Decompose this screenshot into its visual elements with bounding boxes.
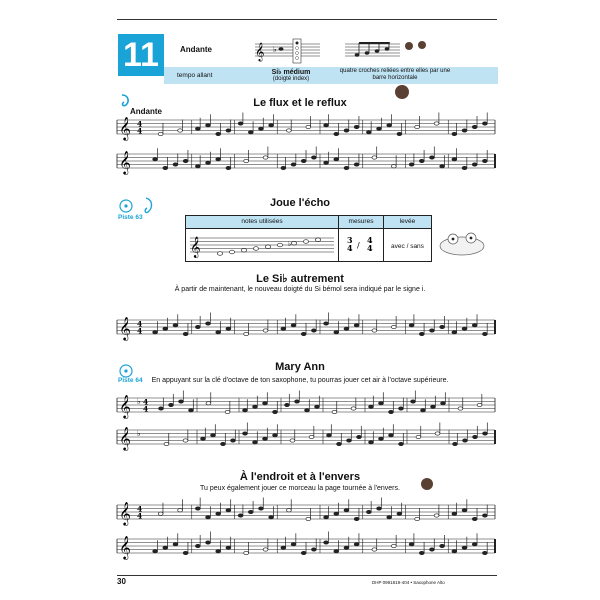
piste-64: Piste 64: [118, 377, 143, 384]
bird-icon: [418, 474, 438, 494]
svg-text:♭: ♭: [273, 45, 277, 54]
header-tempo-desc: tempo allant: [177, 72, 213, 79]
top-rule: [117, 19, 497, 20]
echo-table: [185, 215, 432, 262]
treble-clef-icon: 𝄞: [119, 394, 131, 418]
staff-system: [117, 423, 495, 452]
header-staff-sib: [255, 38, 320, 64]
staff-system: [117, 498, 495, 527]
title-flux: Le flux et le reflux: [253, 97, 347, 109]
page-number: 30: [117, 577, 126, 586]
staff-system: [117, 391, 495, 420]
desc-mary: En appuyant sur la clé d'octave de ton saxophone, tu pourras jouer cet air à l'octave supérieure.: [151, 377, 449, 384]
svg-text:4: 4: [143, 404, 149, 414]
mary-score: [117, 388, 497, 468]
header-croches-desc: quatre croches reliées entre elles par une barre horizontale: [339, 68, 451, 81]
staff-system: [117, 113, 495, 142]
staff-system: [117, 147, 495, 176]
treble-clef-icon: 𝄞: [119, 316, 131, 340]
col-mesures: mesures: [348, 218, 374, 225]
header-staff-croches: [345, 38, 435, 64]
treble-clef-icon: 𝄞: [119, 150, 131, 174]
title-endroit: À l'endroit et à l'envers: [239, 471, 361, 483]
desc-sib: À partir de maintenant, le nouveau doigté du Si bémol sera indiqué par le signe i.: [174, 286, 426, 293]
svg-text:4: 4: [137, 119, 143, 129]
levee-value: avec / sans: [391, 243, 424, 250]
cd-icon: [118, 198, 134, 214]
svg-text:4: 4: [137, 126, 143, 136]
header-tempo: Andante: [180, 45, 212, 54]
bird-icon: [418, 41, 426, 49]
svg-text:4: 4: [137, 511, 143, 521]
endroit-score: [117, 497, 497, 573]
time-signatures: [341, 233, 381, 257]
bird-icon: [405, 42, 413, 50]
lesson-number: 11: [118, 34, 164, 76]
staff-system: [117, 532, 495, 561]
col-notes: notes utilisées: [241, 218, 283, 225]
svg-text:4: 4: [143, 397, 149, 407]
svg-text:♭: ♭: [137, 397, 141, 406]
title-echo: Joue l'écho: [269, 197, 331, 209]
svg-text:4: 4: [347, 243, 353, 253]
svg-text:/: /: [357, 241, 360, 250]
svg-text:4: 4: [367, 243, 373, 253]
echo-notes-staff: [190, 232, 334, 258]
piste-63: Piste 63: [118, 214, 143, 221]
header-note-name: Si♭ médium: [271, 69, 311, 76]
mascot-illustration: [435, 224, 490, 258]
treble-clef-icon: 𝄞: [119, 501, 131, 525]
treble-clef-icon: 𝄞: [190, 237, 201, 258]
header-note-fingering: (doigté index): [272, 76, 310, 82]
staff-system: [117, 313, 495, 342]
svg-text:4: 4: [137, 326, 143, 336]
svg-text:3: 3: [347, 235, 353, 245]
treble-clef-icon: 𝄞: [255, 42, 265, 61]
footer-ref: DHP 0991819-404 • Saxophone Alto: [372, 580, 445, 585]
treble-clef-icon: 𝄞: [119, 535, 131, 559]
flux-tempo: Andante: [130, 107, 162, 116]
saxophone-icon: [118, 93, 138, 109]
treble-clef-icon: 𝄞: [119, 116, 131, 140]
title-sib: Le Si♭ autrement: [256, 273, 344, 285]
saxophone-icon: [141, 196, 157, 216]
treble-clef-icon: 𝄞: [119, 426, 131, 450]
flux-score: [117, 112, 497, 192]
svg-text:♭: ♭: [137, 429, 141, 438]
title-mary: Mary Ann: [275, 361, 325, 373]
svg-text:4: 4: [137, 319, 143, 329]
svg-text:♭: ♭: [288, 240, 292, 248]
sib-score: [117, 300, 497, 350]
col-levee: levée: [399, 218, 416, 225]
svg-text:4: 4: [367, 235, 373, 245]
desc-endroit: Tu peux également jouer ce morceau la page tournée à l'envers.: [200, 485, 400, 492]
bottom-rule: [117, 575, 497, 576]
svg-text:4: 4: [137, 504, 143, 514]
